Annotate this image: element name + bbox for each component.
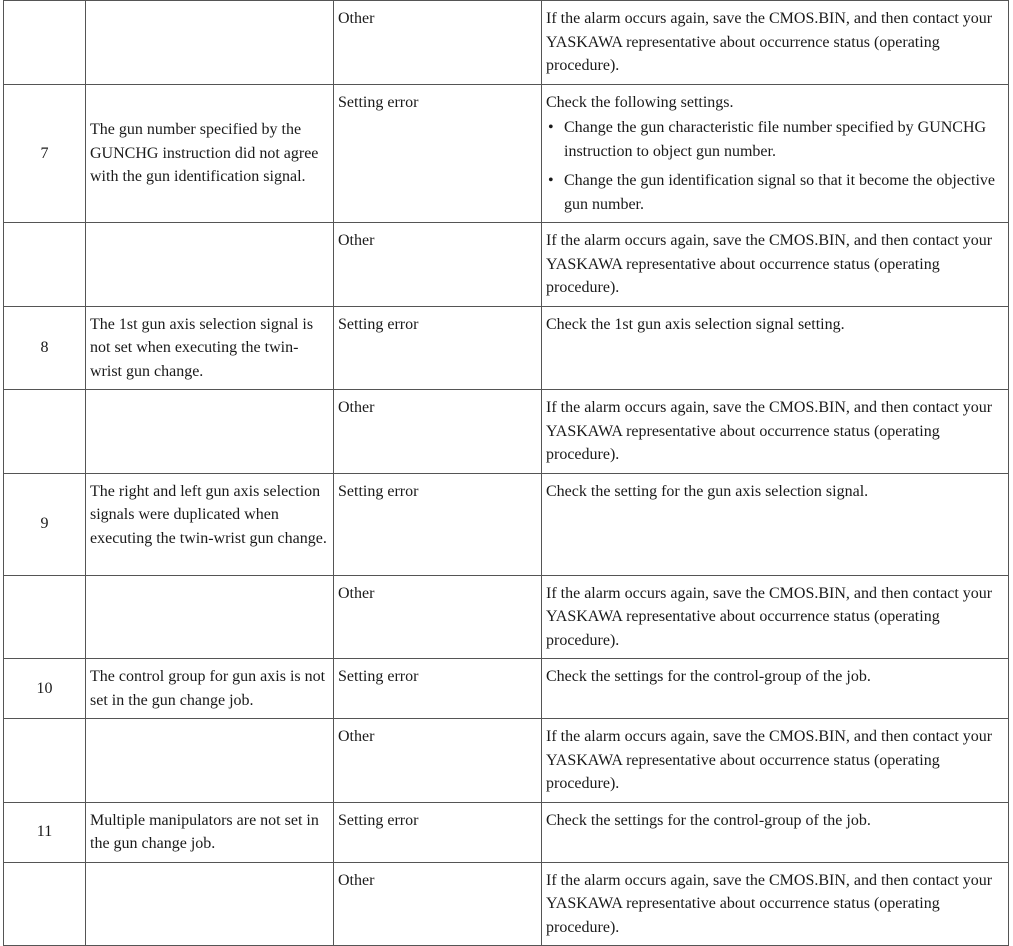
table-row — [4, 306, 1009, 390]
error-type-cell: Setting error — [334, 802, 542, 862]
table-row — [4, 862, 1009, 946]
cause-cell: The control group for gun axis is not set in the gun change job. — [86, 659, 334, 719]
alarm-number-cell: 8 — [4, 306, 86, 390]
cause-cell — [86, 575, 334, 659]
table-row — [4, 1, 1009, 85]
remedy-cell: Check the settings for the control-group of the job. — [542, 659, 1009, 719]
alarm-number-cell: 7 — [4, 84, 86, 223]
error-type-cell: Other — [334, 862, 542, 946]
cause-cell: The 1st gun axis selection signal is not set when executing the twin-wrist gun change. — [86, 306, 334, 390]
alarm-number-cell — [4, 719, 86, 803]
table-row — [4, 473, 1009, 575]
remedy-cell: Check the settings for the control-group of the job. — [542, 802, 1009, 862]
alarm-number-cell — [4, 1, 86, 85]
table-row — [4, 223, 1009, 307]
cause-cell — [86, 1, 334, 85]
bullet-text: Change the gun identification signal so that it become the objective gun number. — [564, 172, 995, 213]
alarm-number-cell: 10 — [4, 659, 86, 719]
error-type-cell: Setting error — [334, 84, 542, 223]
remedy-cell: Check the 1st gun axis selection signal setting. — [542, 306, 1009, 390]
remedy-cell: If the alarm occurs again, save the CMOS.BIN, and then contact your YASKAWA representative about occurrence status (operating procedure). — [542, 390, 1009, 474]
cause-cell — [86, 390, 334, 474]
remedy-cell: If the alarm occurs again, save the CMOS.BIN, and then contact your YASKAWA representative about occurrence status (operating procedure). — [542, 862, 1009, 946]
list-item — [546, 169, 1004, 216]
cause-cell — [86, 862, 334, 946]
error-type-cell: Other — [334, 575, 542, 659]
bullet-icon: • — [548, 119, 554, 136]
alarm-number-cell — [4, 862, 86, 946]
error-type-cell: Setting error — [334, 306, 542, 390]
remedy-cell: If the alarm occurs again, save the CMOS.BIN, and then contact your YASKAWA representative about occurrence status (operating procedure). — [542, 223, 1009, 307]
alarm-number-cell — [4, 223, 86, 307]
cause-cell: The gun number specified by the GUNCHG instruction did not agree with the gun identification signal. — [86, 84, 334, 223]
table-row — [4, 575, 1009, 659]
table-row — [4, 719, 1009, 803]
error-type-cell: Other — [334, 1, 542, 85]
alarm-number-cell — [4, 390, 86, 474]
alarm-number-cell: 11 — [4, 802, 86, 862]
error-type-cell: Other — [334, 719, 542, 803]
remedy-cell: If the alarm occurs again, save the CMOS.BIN, and then contact your YASKAWA representative about occurrence status (operating procedure). — [542, 1, 1009, 85]
bullet-text: Change the gun characteristic file number specified by GUNCHG instruction to object gun number. — [564, 119, 987, 160]
error-type-cell: Setting error — [334, 473, 542, 575]
remedy-cell: If the alarm occurs again, save the CMOS.BIN, and then contact your YASKAWA representative about occurrence status (operating procedure). — [542, 719, 1009, 803]
cause-cell: Multiple manipulators are not set in the gun change job. — [86, 802, 334, 862]
remedy-cell — [542, 84, 1009, 223]
alarm-number-cell: 9 — [4, 473, 86, 575]
error-type-cell: Other — [334, 390, 542, 474]
remedy-cell: Check the setting for the gun axis selection signal. — [542, 473, 1009, 575]
remedy-bullet-list — [546, 116, 1004, 216]
cause-cell: The right and left gun axis selection signals were duplicated when executing the twin-wrist gun change. — [86, 473, 334, 575]
bullet-icon: • — [548, 172, 554, 189]
alarm-number-cell — [4, 575, 86, 659]
table-row — [4, 659, 1009, 719]
list-item — [546, 116, 1004, 163]
remedy-intro: Check the following settings. — [546, 93, 734, 111]
remedy-cell: If the alarm occurs again, save the CMOS.BIN, and then contact your YASKAWA representative about occurrence status (operating procedure). — [542, 575, 1009, 659]
error-type-cell: Other — [334, 223, 542, 307]
table-row — [4, 390, 1009, 474]
table-row — [4, 84, 1009, 223]
alarm-remedy-table — [3, 0, 1009, 946]
error-type-cell: Setting error — [334, 659, 542, 719]
cause-cell — [86, 719, 334, 803]
cause-cell — [86, 223, 334, 307]
table-row — [4, 802, 1009, 862]
